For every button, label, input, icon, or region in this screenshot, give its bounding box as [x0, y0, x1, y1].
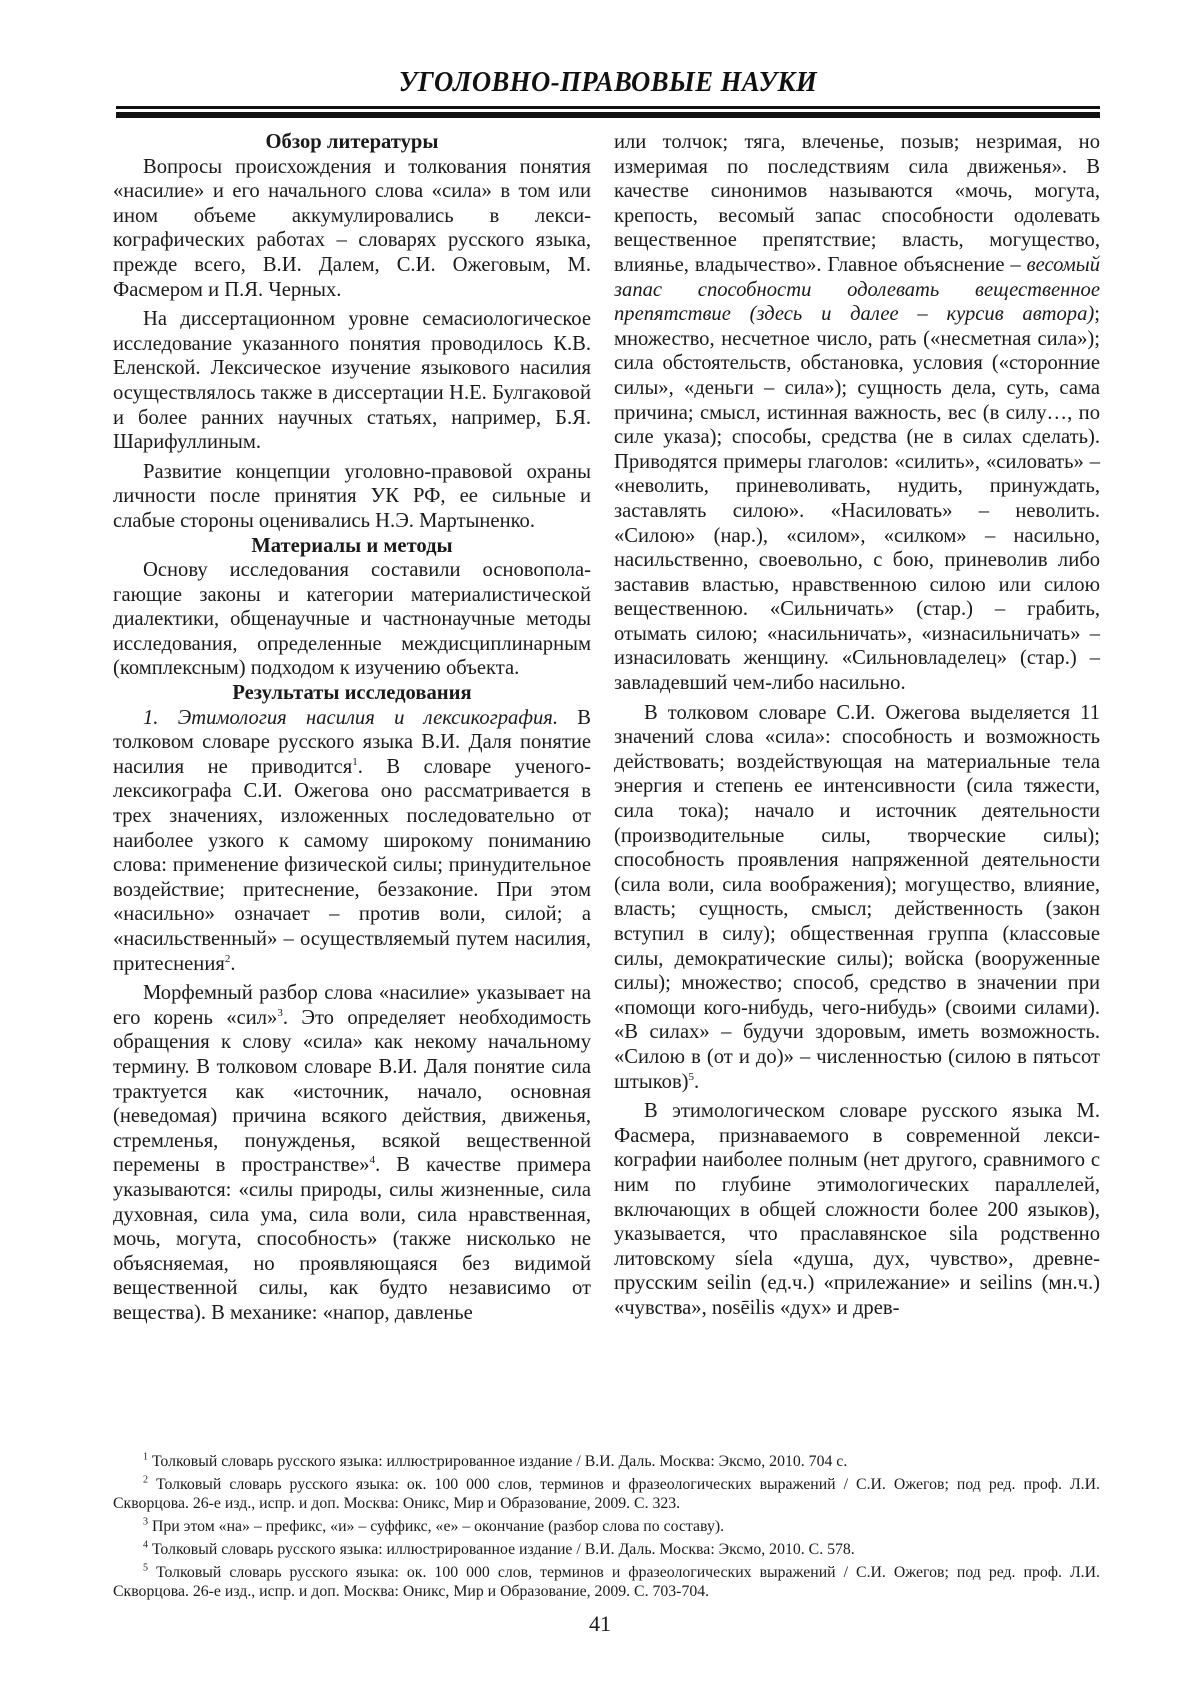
footnote-4: $^4$ Толковый словарь русского языка: иллюстрированное издание / В.И. Даль. Москва: Эксмо, 2010. С. 578.: [143, 1539, 855, 1558]
footnote-ref-2[interactable]: 2: [224, 952, 231, 965]
footnote-ref-3[interactable]: 3: [277, 1006, 283, 1019]
footnote-1: $^1$ Толковый словарь русского языка: иллюстрированное издание / В.И. Даль. Москва: Эксмо, 2010. 704 с.: [143, 1451, 848, 1470]
paragraph: Основу исследования составили основополагающие законы и категории материалистической диалектики, общенаучные и частнонаучные методы исследования, определенные междисциплинарным (комплексным) подходом к изучению объекта.: [113, 559, 591, 680]
header-rule-thick: [116, 112, 1100, 118]
paragraph: Вопросы происхождения и толкования понятия «насилие» и его начального слова «сила» в том или ином объеме аккумулировались в лексикографических работах – словарях русского языка, прежде всего, В.И. Далем, С.И. Ожеговым, М. Фасмером и П.Я. Черных.: [113, 155, 591, 301]
section-heading-literature-review: Обзор литературы: [265, 131, 439, 153]
paragraph: На диссертационном уровне семасиологическое исследование указанного понятия проводилось К.В. Еленской. Лексическое изучение языкового насилия осуществлялось также в диссертации Н.Е. Булгаковой и более ранних научных статьях, например, Б.Я. Шарифуллиным.: [113, 308, 591, 454]
footnote-5: $^5$ Толковый словарь русского языка: ок. 100 000 слов, терминов и фразеологических выражений / С.И. Ожегов; под ред. проф. Л.И. Скворцова. 26-е изд., испр. и доп. Москва: Оникс, Мир и Образование, 2009. С. 703-704.: [113, 1562, 1100, 1600]
paragraph: Развитие концепции уголовно-правовой охраны личности после принятия УК РФ, ее сильные и слабые стороны оценивались Н.Э. Мартыненко.: [113, 460, 591, 532]
page-number: 41: [589, 1611, 611, 1636]
footnote-3: $^3$ При этом «на» – префикс, «и» – суффикс, «е» – окончание (разбор слова по составу).: [143, 1516, 725, 1535]
header-rule-thin: [116, 106, 1100, 109]
paragraph: В толковом словаре С.И. Ожегова выделяется 11 значений слова «сила»: способность и возможность действовать; воздействующая на материальные тела энергия и степень ее интенсивности (сила тяжести, сила тока); начало и источник деятельности (производительные силы, творческие силы); способность проявления напряженной деятельности (сила воли, сила воображения); могущество, влияние, власть; сущность, смысл; действенность (закон вступил в силу); общественная группа (классовые силы, демократические силы); войска (вооруженные силы); множество; способ, средство в значении при «помощи кого-нибудь, чего-нибудь» (своими силами). «В силах» – будучи здоровым, иметь возможность. «Силою в (от и до)» – численностью (силою в пятьсот штыков)$^5$.: [614, 701, 1100, 1093]
paragraph: Морфемный разбор слова «насилие» указывает на его корень «сил»$^3$. Это определяет необходимость обращения к слову «сила» как некому начальному термину. В толковом словаре В.И. Даля понятие сила трактуется как «источник, начало, основная (неведомая) причина всякого действия, движенья, стремленья, понужденья, всякой вещественной перемены в пространстве»$^4$. В качестве примера указываются: «силы природы, силы жизненные, сила духовная, сила ума, сила воли, сила нравственная, мочь, могута, способность» (также нисколько не объясняемая, но проявляющаяся без видимой вещественной силы, как будто независимо от вещества). В механике: «напор, давленье: [113, 982, 591, 1324]
footnote-ref-1[interactable]: 1: [352, 755, 358, 768]
running-header-title: УГОЛОВНО-ПРАВОВЫЕ НАУКИ: [398, 66, 818, 98]
paragraph: 1. Этимология насилия и лексикография. В толковом словаре русского языка В.И. Даля понятие насилия не приводится$^1$. В словаре ученого-лексикографа С.И. Ожегова оно рассматривается в трех значениях, изложенных последовательно от наиболее узкого к самому широкому пониманию слова: применение физической силы; принудительное воздействие; притеснение, беззаконие. При этом «насильно» означает – против воли, силой; а «насильственный» – осуществляемый путем насилия, притеснения$^2$.: [113, 706, 591, 975]
paragraph: или толчок; тяга, влеченье, позыв; незримая, но измеримая по последствиям сила движенья». В качестве синонимов называются «мочь, могута, крепость, весомый запас способности одолевать вещественное препятствие; власть, могущество, влиянье, владычество». Главное объяснение – весомый запас способности одолевать вещественное препятствие (здесь и далее – курсив автора); множество, несчетное число, рать («несметная сила»); сила обстоятельств, обстановка, условия («сторонние силы», «деньги – сила»); сущность дела, суть, сама причина; смысл, истинная важность, вес (в силу…, по силе указа); способы, средства (не в силах сделать). Приводятся примеры глаголов: «силить», «силовать» – «неволить, приневоливать, нудить, принуждать, заставлять силою». «Насиловать» – неволить. «Силою» (нар.), «силом», «силком» – насильно, насильственно, своевольно, с бою, приневолив либо заставив властью, нравственною силою или силою вещественною. «Сильничать» (стар.) – грабить, отымать силою; «насильничать», «изнасильничать» – изнасиловать женщину. «Сильновладелец» (стар.) – завладевший чем-либо насильно.: [614, 131, 1100, 695]
footnotes: [113, 1452, 1100, 1605]
italic-emphasis: весомый запас способности одолевать вещественное препятствие (здесь и далее – курсив автора): [614, 253, 1100, 326]
footnote-2: $^2$ Толковый словарь русского языка: ок. 100 000 слов, терминов и фразеологических выражений / С.И. Ожегов; под ред. проф. Л.И. Скворцова. 26-е изд., испр. и доп. Москва: Оникс, Мир и Образование, 2009. С. 323.: [113, 1474, 1100, 1512]
section-heading-materials-methods: Материалы и методы: [251, 534, 453, 557]
right-column: [614, 130, 1100, 1321]
footnote-ref-4[interactable]: 4: [369, 1154, 376, 1167]
left-column: [113, 130, 591, 1326]
footnote-ref-5[interactable]: 5: [688, 1070, 695, 1083]
section-heading-results: Результаты исследования: [232, 682, 472, 705]
subsection-title-italic: 1. Этимология насилия и лексикография.: [143, 706, 558, 729]
paragraph: В этимологическом словаре русского языка М. Фасмера, признаваемого в современной лексикографии наиболее полным (нет другого, сравнимого с ним по глубине этимологических параллелей, включающих в общей сложности более 200 языков), указывается, что праславянское sila родственно литовскому síela «душа, дух, чувство», древне-прусским seilin (ед.ч.) «прилежание» и seilins (мн.ч.) «чувства», nosēilis «дух» и древ-: [614, 1100, 1100, 1319]
